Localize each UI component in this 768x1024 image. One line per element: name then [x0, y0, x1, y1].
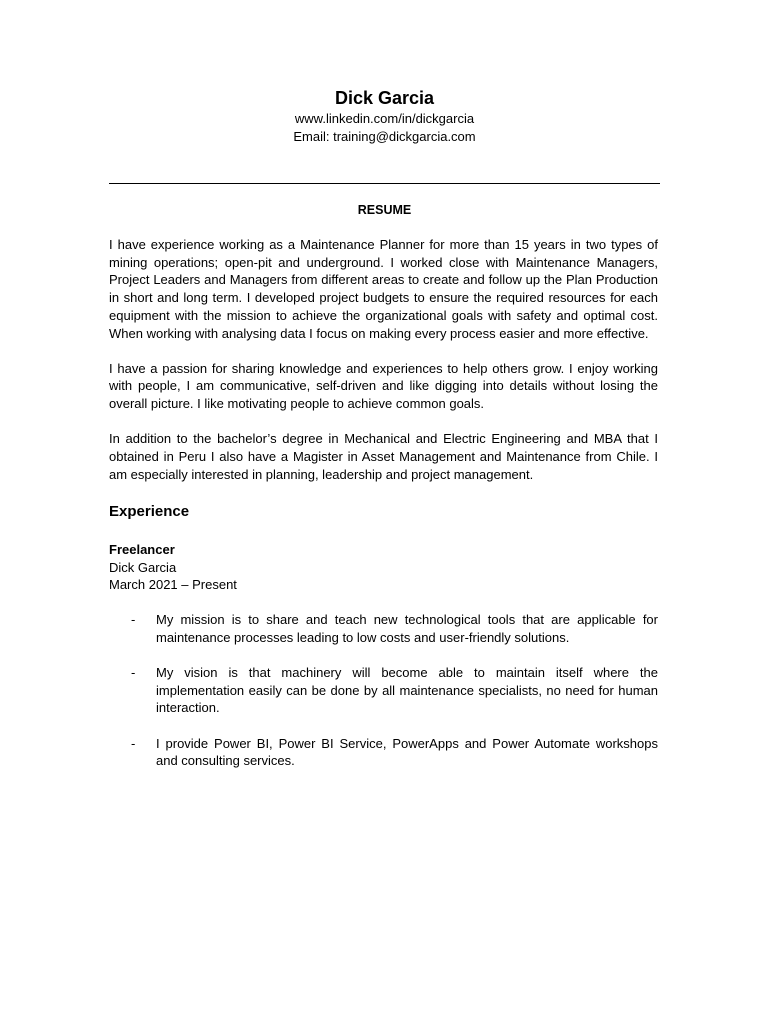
- bullet-text: My vision is that machinery will become able to maintain itself where the implementation easily can be done by all maintenance specialists, no need for human interaction.: [156, 664, 658, 716]
- resume-header: [109, 86, 660, 146]
- dash-bullet-icon: -: [131, 612, 136, 627]
- dash-bullet-icon: -: [131, 735, 136, 751]
- job-role: Freelancer: [109, 542, 175, 557]
- summary-paragraph: I have a passion for sharing knowledge and experiences to help others grow. I enjoy working with people, I am communicative, self-driven and like digging into details without losing the overall picture. I like motivating people to achieve common goals.: [109, 360, 658, 412]
- list-item: [109, 611, 658, 646]
- header-divider: [109, 183, 660, 184]
- linkedin-url: www.linkedin.com/in/dickgarcia: [294, 111, 475, 126]
- bullet-text: My mission is to share and teach new technological tools that are applicable for maintenance processes leading to low costs and user-friendly solutions.: [156, 612, 658, 645]
- resume-heading: RESUME: [357, 203, 412, 217]
- bullet-text: I provide Power BI, Power BI Service, PowerApps and Power Automate workshops and consulting services.: [156, 735, 658, 769]
- candidate-name: Dick Garcia: [334, 88, 435, 108]
- job-entry: [109, 541, 658, 594]
- list-item: [109, 664, 658, 717]
- summary-paragraph: I have experience working as a Maintenance Planner for more than 15 years in two types of mining operations; open-pit and underground. I worked close with Maintenance Managers, Project Leaders and Managers from different areas to create and follow up the Plan Production in short and long term. I developed project budgets to ensure the required resources for each equipment with the mission to achieve the organizational goals with safety and optimal cost. When working with analysing data I focus on making every process easier and more effective.: [109, 237, 658, 341]
- job-dates: March 2021 – Present: [109, 577, 237, 593]
- summary-paragraph: In addition to the bachelor’s degree in Mechanical and Electric Engineering and MBA that I obtained in Peru I also have a Magister in Asset Management and Maintenance from Chile. I am especially interested in planning, leadership and project management.: [109, 431, 658, 482]
- summary-section: [109, 236, 658, 501]
- dash-bullet-icon: -: [131, 664, 136, 680]
- email-line: Email: training@dickgarcia.com: [293, 129, 476, 144]
- job-employer: Dick Garcia: [109, 559, 177, 575]
- experience-heading: Experience: [109, 503, 190, 520]
- job-bullet-list: [109, 611, 658, 787]
- list-item: [109, 735, 658, 770]
